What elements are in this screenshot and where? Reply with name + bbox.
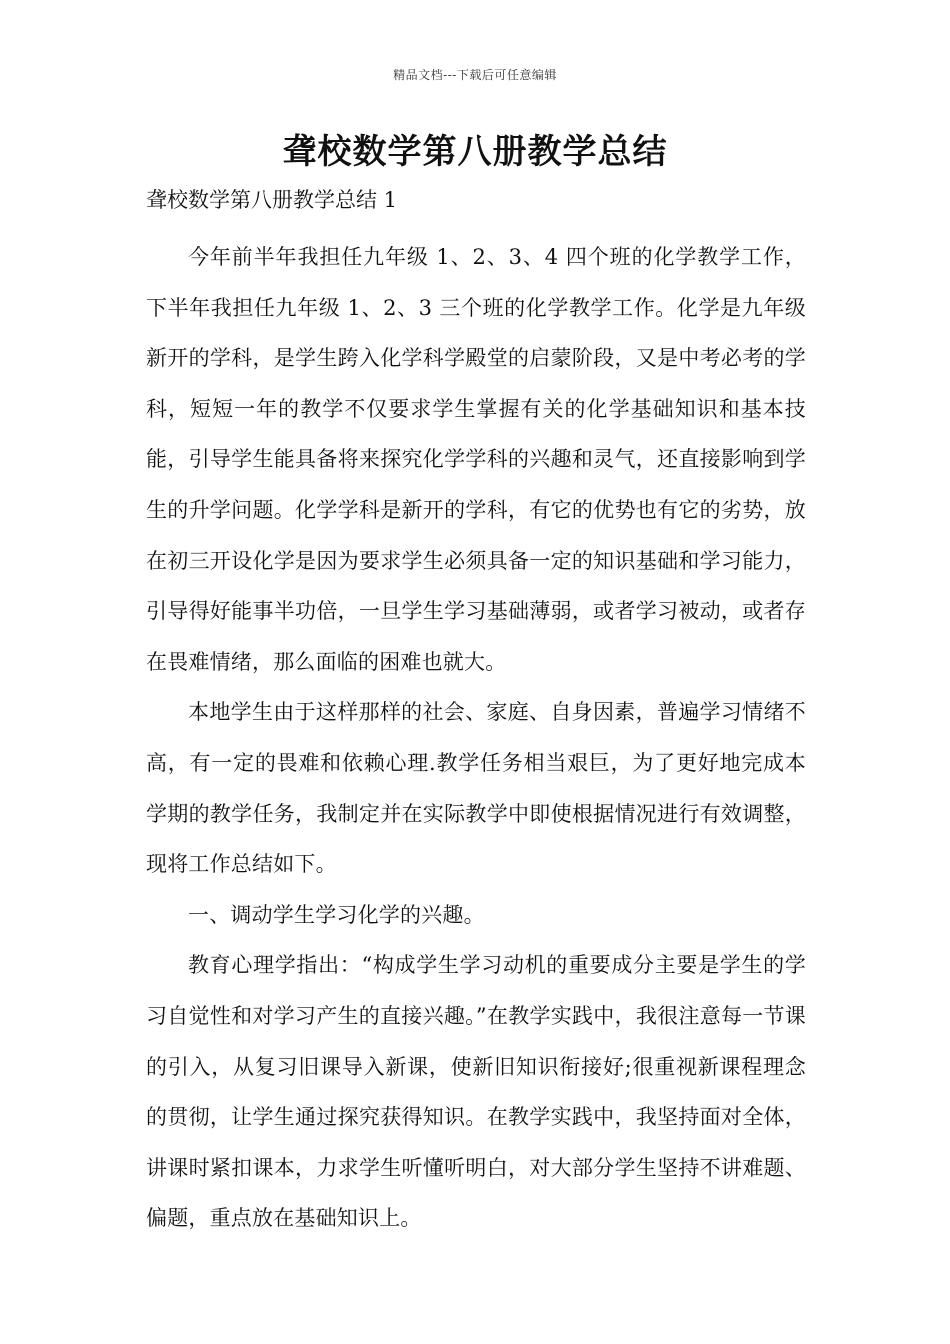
document-body [146,232,806,1244]
paragraph-1: 今年前半年我担任九年级 1、2、3、4 四个班的化学教学工作，下半年我担任九年级 1、2、3 三个班的化学教学工作。化学是九年级新开的学科，是学生跨入化学科学殿堂的启蒙阶段，又是中考必考的学科，短短一年的教学不仅要求学生掌握有关的化学基础知识和基本技能，引导学生能具备将来探究化学学科的兴趣和灵气，还直接影响到学生的升学问题。化学学科是新开的学科，有它的优势也有它的劣势，放在初三开设化学是因为要求学生必须具备一定的知识基础和学习能力，引导得好能事半功倍，一旦学生学习基础薄弱，或者学习被动，或者存在畏难情绪，那么面临的困难也就大。 [146,245,806,674]
document-subtitle: 聋校数学第八册教学总结 1 [146,188,398,212]
header-note: 精品文档---下载后可任意编辑 [393,68,557,82]
section-heading-1: 一、调动学生学习化学的兴趣。 [188,902,485,927]
document-title: 聋校数学第八册教学总结 [282,132,668,172]
paragraph-2: 本地学生由于这样那样的社会、家庭、自身因素，普遍学习情绪不高，有一定的畏难和依赖心理.教学任务相当艰巨，为了更好地完成本学期的教学任务，我制定并在实际教学中即使根据情况进行有效调整，现将工作总结如下。 [146,700,806,877]
paragraph-3: 教育心理学指出：“构成学生学习动机的重要成分主要是学生的学习自觉性和对学习产生的直接兴趣。”在教学实践中，我很注意每一节课的引入，从复习旧课导入新课，使新旧知识衔接好;很重视新课程理念的贯彻，让学生通过探究获得知识。在教学实践中，我坚持面对全体，讲课时紧扣课本，力求学生听懂听明白，对大部分学生坚持不讲难题、偏题，重点放在基础知识上。 [146,953,806,1231]
